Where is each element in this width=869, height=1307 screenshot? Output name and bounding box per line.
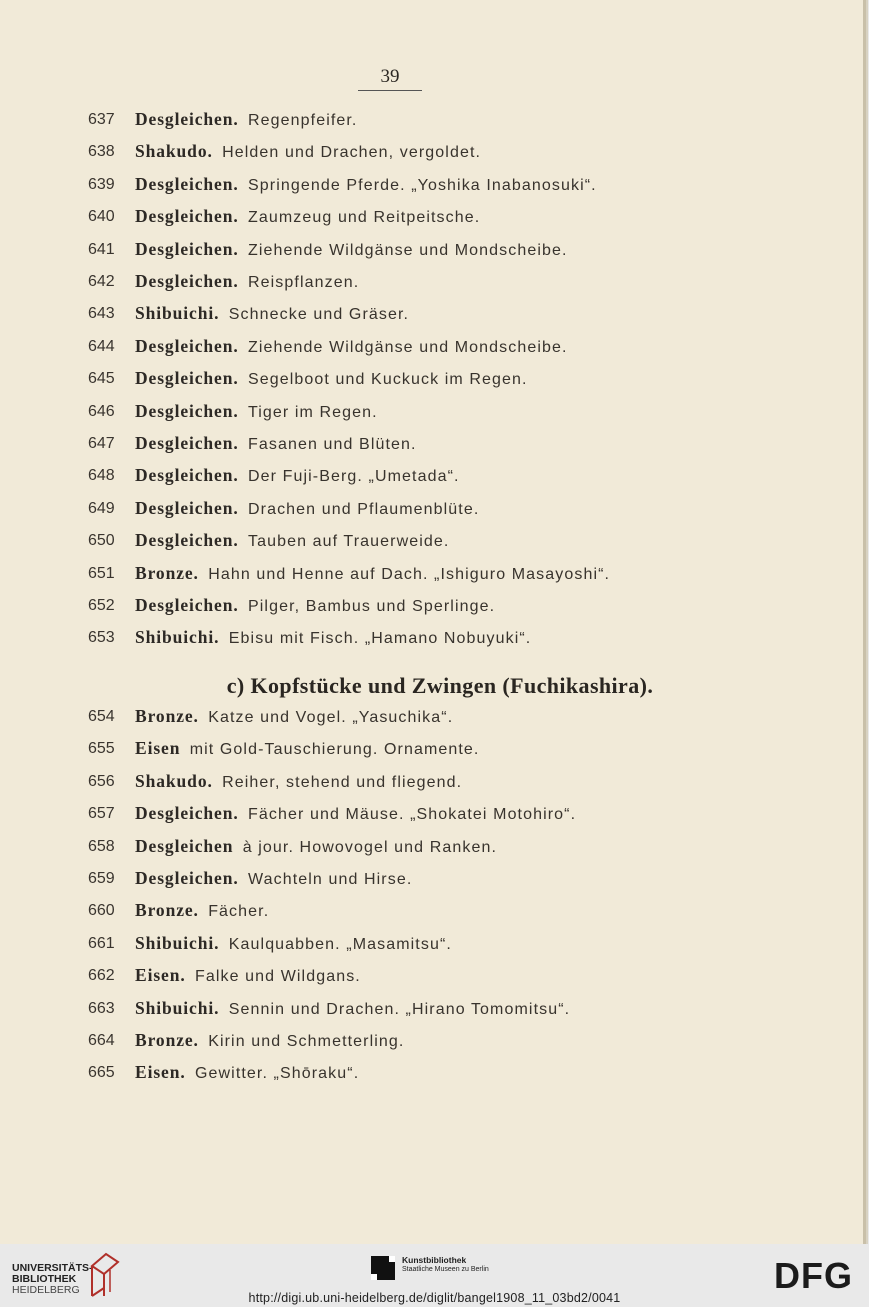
entry-description: Drachen und Pflaumenblüte. [248,500,480,518]
entry-description: Tauben auf Trauerweide. [248,533,450,551]
entry-material: Desgleichen. [135,368,239,389]
kunstbibliothek-logo-icon[interactable] [371,1256,395,1280]
entry-text [135,271,359,292]
entry-text [135,738,479,759]
entry-description: Ziehende Wildgänse und Mondscheibe. [248,241,568,259]
entry-number: 665 [88,1064,115,1082]
entry-description: Hahn und Henne auf Dach. „Ishiguro Masayoshi“. [208,565,611,583]
catalog-entry [0,803,866,831]
entry-number: 662 [88,967,115,985]
entry-description: Wachteln und Hirse. [248,871,413,888]
entry-material: Bronze. [135,900,199,921]
entry-material: Desgleichen. [135,400,239,421]
catalog-entry [0,368,866,396]
entry-text [135,303,409,324]
entry-material: Desgleichen. [135,173,239,194]
entry-text [135,465,460,486]
entry-number: 655 [88,740,115,758]
entry-text [135,771,462,792]
entry-number: 652 [88,597,115,614]
entry-number: 640 [88,208,115,226]
entry-description: Ziehende Wildgänse und Mondscheibe. [248,338,568,356]
entry-material: Desgleichen [135,835,234,856]
entry-material: Shakudo. [135,141,213,162]
permalink-url[interactable]: http://digi.ub.uni-heidelberg.de/diglit/bangel1908_11_03bd2/0041 [248,1291,621,1305]
catalog-entry [0,336,866,364]
entry-text [135,836,497,857]
entry-description: Der Fuji-Berg. „Umetada“. [248,468,460,486]
catalog-entry [0,627,866,655]
entry-number: 643 [88,305,115,323]
entry-text [135,336,568,357]
catalog-entry [0,530,866,558]
catalog-entry [0,271,866,299]
entry-text [135,368,528,389]
entry-text [135,933,452,954]
dfg-logo[interactable]: DFG [774,1255,853,1296]
entry-text [135,595,495,616]
entry-material: Desgleichen. [135,271,239,291]
catalog-entry [0,900,866,928]
catalog-entry [0,965,866,993]
entry-number: 661 [88,934,115,952]
catalog-entry [0,771,866,799]
entry-material: Bronze. [135,1030,199,1050]
entry-description: Zaumzeug und Reitpeitsche. [248,209,481,227]
entry-number: 637 [88,111,115,128]
entry-text [135,530,449,551]
entry-material: Desgleichen. [135,530,239,551]
kb-line-1: Kunstbibliothek [402,1255,467,1265]
entry-text [135,706,453,727]
kb-line-2: Staatliche Museen zu Berlin [402,1266,489,1273]
entry-description: Pilger, Bambus und Sperlinge. [248,598,496,615]
catalog-entry [0,239,866,267]
entry-description: Katze und Vogel. „Yasuchika“. [208,709,454,726]
entry-text [135,109,357,130]
uni-line-2: BIBLIOTHEK [12,1273,77,1285]
entry-number: 647 [88,435,115,452]
catalog-entry [0,595,866,623]
catalog-entry [0,141,866,169]
entry-number: 645 [88,370,115,388]
entry-description: Springende Pferde. „Yoshika Inabanosuki“. [248,176,597,194]
catalog-entry [0,868,866,896]
entry-description: Fächer. [208,903,270,921]
entry-description: Fächer und Mäuse. „Shokatei Motohiro“. [248,806,577,824]
entry-material: Shibuichi. [135,627,220,648]
page-number-rule [358,90,422,91]
entry-number: 657 [88,805,115,823]
entry-text [135,239,568,260]
catalog-entry [0,563,866,591]
catalog-entry [0,206,866,234]
entry-description: Helden und Drachen, vergoldet. [222,144,482,162]
catalog-entry [0,465,866,493]
entry-text [135,998,570,1019]
entry-number: 656 [88,772,115,790]
entry-text [135,401,378,422]
entry-text [135,965,361,986]
entry-material: Eisen. [135,965,186,986]
entry-number: 649 [88,499,115,517]
entry-text [135,563,610,584]
entry-number: 642 [88,273,115,290]
entry-text [135,174,597,195]
entry-number: 663 [88,999,115,1017]
entry-description: Ebisu mit Fisch. „Hamano Nobuyuki“. [228,630,532,648]
catalog-entry [0,433,866,461]
entry-description: Tiger im Regen. [248,403,378,421]
entry-description: mit Gold-Tauschierung. Ornamente. [189,741,480,759]
catalog-entry [0,498,866,526]
entry-number: 641 [88,240,115,258]
entry-text [135,868,412,889]
entry-material: Eisen [135,738,181,759]
entry-material: Desgleichen. [135,335,239,356]
catalog-entry [0,174,866,202]
entry-material: Shibuichi. [135,932,220,953]
entry-material: Desgleichen. [135,595,239,615]
section-heading: c) Kopfstücke und Zwingen (Fuchikashira). [226,673,654,698]
entry-number: 644 [88,337,115,355]
catalog-entry [0,706,866,734]
entry-material: Desgleichen. [135,433,239,453]
entry-number: 646 [88,402,115,420]
catalog-entry [0,738,866,766]
entry-text [135,627,531,648]
uni-line-3: HEIDELBERG [12,1284,80,1296]
entry-description: à jour. Howovogel und Ranken. [242,838,497,856]
catalog-entry [0,109,866,137]
catalog-entry [0,998,866,1026]
entry-material: Desgleichen. [135,238,239,259]
page-number: 39 [380,66,400,87]
entry-text [135,433,417,454]
entry-material: Eisen. [135,1062,186,1083]
entry-description: Reiher, stehend und fliegend. [222,773,463,791]
entry-number: 660 [88,902,115,920]
entry-material: Desgleichen. [135,206,239,227]
catalog-entry [0,1030,866,1058]
entry-material: Shakudo. [135,770,213,791]
entry-text [135,141,481,162]
entry-description: Schnecke und Gräser. [228,306,410,324]
entry-number: 651 [88,564,115,582]
entry-description: Falke und Wildgans. [194,968,361,986]
entry-description: Sennin und Drachen. „Hirano Tomomitsu“. [228,1000,571,1018]
entry-number: 659 [88,870,115,887]
catalog-entry [0,836,866,864]
catalog-entry [0,933,866,961]
entry-description: Fasanen und Blüten. [248,436,417,453]
entry-text [135,1062,359,1083]
entry-description: Kaulquabben. „Masamitsu“. [228,935,452,953]
entry-text [135,900,269,921]
entry-material: Desgleichen. [135,109,239,129]
entry-material: Desgleichen. [135,803,239,824]
uni-line-1: UNIVERSITÄTS- [12,1262,93,1274]
entry-text [135,1030,404,1051]
entry-number: 654 [88,708,115,725]
entry-description: Kirin und Schmetterling. [208,1033,405,1050]
entry-number: 650 [88,532,115,550]
entry-text [135,498,479,519]
entry-number: 664 [88,1032,115,1049]
entry-text [135,803,576,824]
entry-number: 653 [88,629,115,647]
entry-number: 638 [88,143,115,161]
entry-material: Bronze. [135,562,199,583]
entry-material: Desgleichen. [135,868,239,888]
entry-description: Regenpfeifer. [248,112,358,129]
entry-material: Bronze. [135,706,199,726]
catalog-entry [0,303,866,331]
entry-material: Shibuichi. [135,997,220,1018]
entry-description: Gewitter. „Shōraku“. [194,1065,360,1083]
entry-description: Segelboot und Kuckuck im Regen. [248,371,528,389]
kunstbibliothek-label[interactable] [402,1255,489,1275]
entry-number: 648 [88,467,115,485]
entry-material: Shibuichi. [135,303,220,324]
entry-material: Desgleichen. [135,465,239,486]
entry-text [135,206,480,227]
entry-material: Desgleichen. [135,497,239,518]
catalog-entry [0,401,866,429]
entry-number: 639 [88,175,115,193]
entry-number: 658 [88,837,115,855]
entry-description: Reispflanzen. [248,274,360,291]
catalog-entry [0,1062,866,1090]
